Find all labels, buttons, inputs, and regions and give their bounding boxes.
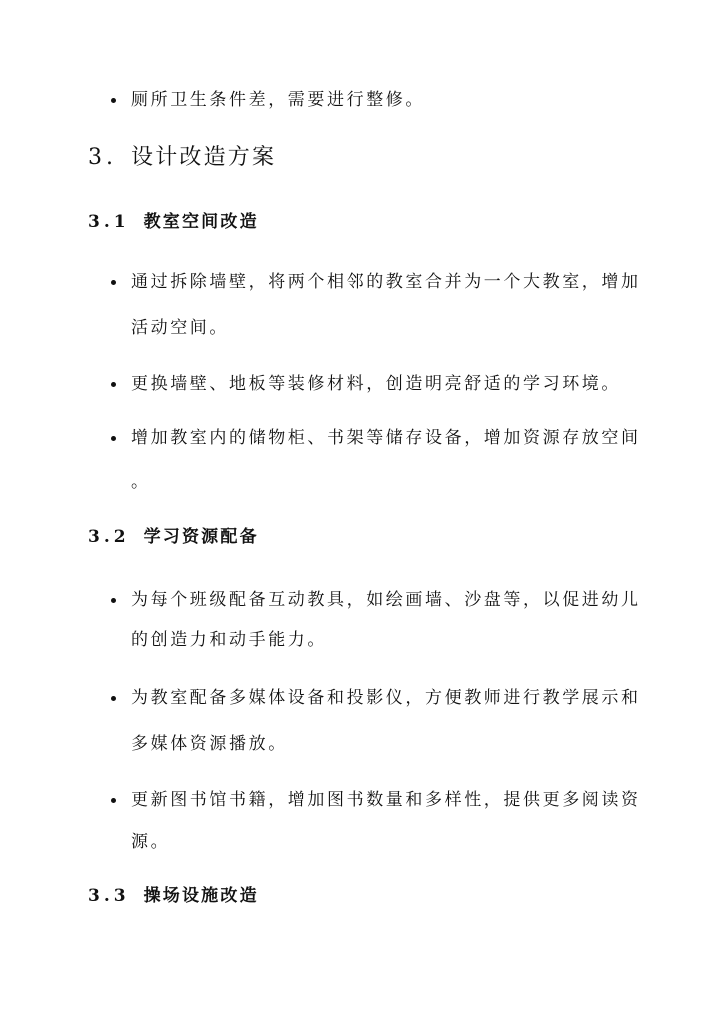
bullet-dot <box>111 436 116 441</box>
subsection-heading-3-1 <box>88 210 259 234</box>
subsection-heading-3-2 <box>88 525 259 549</box>
list-item-line: 增加教室内的储物柜、书架等储存设备，增加资源存放空间 <box>131 428 641 448</box>
list-item-line: 更新图书馆书籍，增加图书数量和多样性，提供更多阅读资 <box>131 790 641 810</box>
list-item-line: 活动空间。 <box>131 318 229 338</box>
subsection-number: 3.1 <box>88 212 130 232</box>
list-item-line: 的创造力和动手能力。 <box>131 630 327 650</box>
subsection-title: 教室空间改造 <box>143 212 259 232</box>
section-heading-3 <box>88 143 276 173</box>
bullet-dot <box>111 798 116 803</box>
list-item-line: 。 <box>131 472 151 492</box>
bullet-dot <box>111 598 116 603</box>
subsection-heading-3-3 <box>88 884 259 908</box>
bullet-dot <box>111 98 116 103</box>
bullet-dot <box>111 696 116 701</box>
subsection-number: 3.3 <box>88 886 130 906</box>
bullet-dot <box>111 382 116 387</box>
list-item-line: 多媒体资源播放。 <box>131 734 288 754</box>
list-item-line: 源。 <box>131 832 171 852</box>
section-title: 设计改造方案 <box>131 145 277 170</box>
subsection-title: 操场设施改造 <box>143 886 259 906</box>
list-item-line: 更换墙壁、地板等装修材料，创造明亮舒适的学习环境。 <box>131 374 621 394</box>
list-item-line: 为教室配备多媒体设备和投影仪，方便教师进行教学展示和 <box>131 688 641 708</box>
list-item-line: 为每个班级配备互动教具，如绘画墙、沙盘等，以促进幼儿 <box>131 590 641 610</box>
list-item-toilet: 厕所卫生条件差，需要进行整修。 <box>131 90 425 110</box>
subsection-number: 3.2 <box>88 527 130 547</box>
bullet-dot <box>111 280 116 285</box>
section-number: 3. <box>88 145 117 170</box>
list-item-line: 通过拆除墙壁，将两个相邻的教室合并为一个大教室，增加 <box>131 272 641 292</box>
subsection-title: 学习资源配备 <box>143 527 259 547</box>
